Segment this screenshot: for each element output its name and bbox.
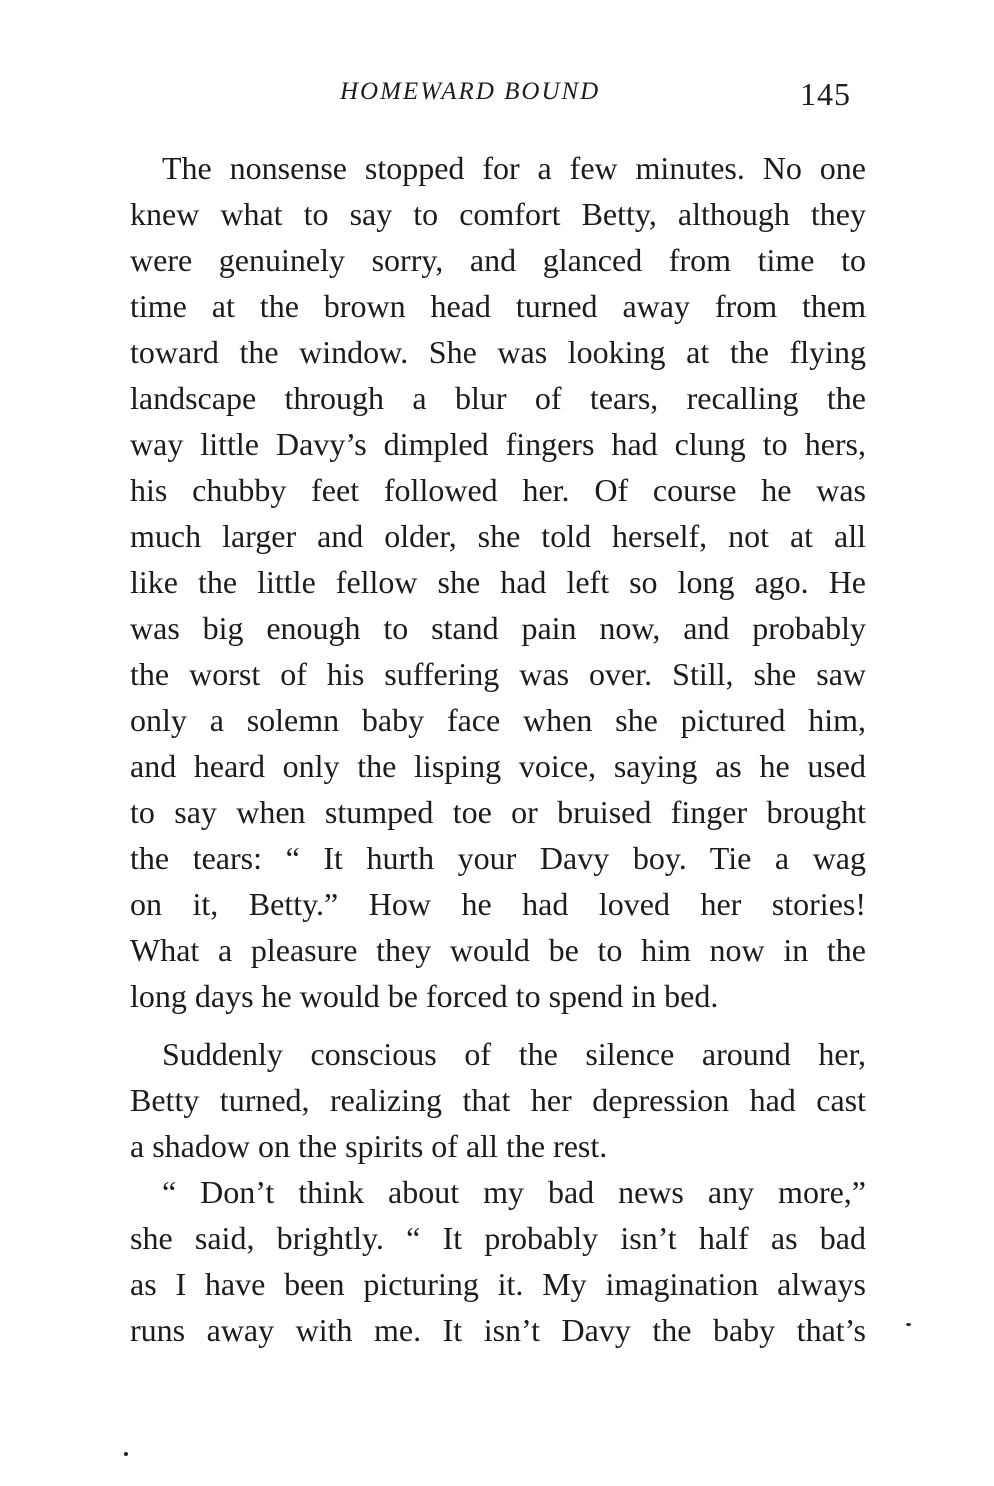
text-line: much larger and older, she told herself, not at all (130, 518, 866, 554)
text-line: Suddenly conscious of the silence around her, (162, 1036, 866, 1072)
text-line: time at the brown head turned away from them (130, 288, 866, 324)
text-line: was big enough to stand pain now, and probably (130, 610, 866, 646)
text-line: were genuinely sorry, and glanced from time to (130, 242, 866, 278)
text-line: What a pleasure they would be to him now in the (130, 932, 866, 968)
text-line: the tears: “ It hurth your Davy boy. Tie a wag (130, 840, 866, 876)
ink-speck (124, 1452, 128, 1456)
text-line: only a solemn baby face when she pictured him, (130, 702, 866, 738)
text-line: landscape through a blur of tears, recalling the (130, 380, 866, 416)
text-line: to say when stumped toe or bruised finger brought (130, 794, 866, 830)
text-line: way little Davy’s dimpled fingers had clung to hers, (130, 426, 866, 462)
text-line: toward the window. She was looking at the flying (130, 334, 866, 370)
text-line: runs away with me. It isn’t Davy the baby that’s (130, 1312, 866, 1348)
page-number: 145 (800, 76, 851, 112)
text-line: a shadow on the spirits of all the rest. (130, 1128, 608, 1164)
ink-speck (906, 1323, 911, 1326)
text-line: like the little fellow she had left so long ago. He (130, 564, 866, 600)
text-line: knew what to say to comfort Betty, although they (130, 196, 866, 232)
text-line: “ Don’t think about my bad news any more,” (162, 1174, 866, 1210)
text-line: as I have been picturing it. My imagination always (130, 1266, 866, 1302)
text-line: she said, brightly. “ It probably isn’t half as bad (130, 1220, 866, 1256)
text-line: Betty turned, realizing that her depression had cast (130, 1082, 866, 1118)
text-line: on it, Betty.” How he had loved her stories! (130, 886, 866, 922)
running-title: HOMEWARD BOUND (340, 78, 601, 105)
text-line: his chubby feet followed her. Of course he was (130, 472, 866, 508)
text-line: the worst of his suffering was over. Still, she saw (130, 656, 866, 692)
text-line: The nonsense stopped for a few minutes. No one (162, 150, 866, 186)
text-line: and heard only the lisping voice, saying as he used (130, 748, 866, 784)
text-line: long days he would be forced to spend in bed. (130, 978, 719, 1014)
